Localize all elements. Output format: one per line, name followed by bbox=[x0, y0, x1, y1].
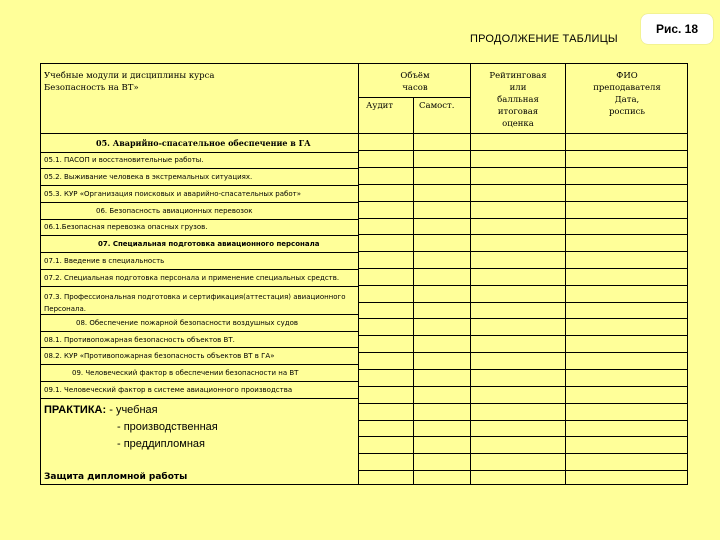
teacher-header-line: ФИО bbox=[616, 71, 638, 81]
modules-header-line1: Учебные модули и дисциплины курса bbox=[44, 71, 215, 81]
row-section-09: 09. Человеческий фактор в обеспечении безопасности на ВТ bbox=[72, 369, 299, 377]
row-section-08: 08. Обеспечение пожарной безопасности воздушных судов bbox=[76, 319, 298, 327]
row-07-1: 07.1. Введение в специальность bbox=[44, 257, 165, 265]
teacher-header bbox=[567, 70, 687, 118]
practice-item-industrial: - производственная bbox=[117, 421, 218, 433]
practice-label bbox=[44, 404, 158, 416]
row-07-2: 07.2. Специальная подготовка персонала и применение специальных средств. bbox=[44, 274, 340, 282]
row-09-1: 09.1. Человеческий фактор в системе авиационного производства bbox=[44, 386, 293, 394]
modules-header-line2: Безопасность на ВТ» bbox=[44, 83, 139, 93]
rating-header-line: или bbox=[509, 83, 527, 93]
row-section-07: 07. Специальная подготовка авиационного персонала bbox=[98, 240, 320, 248]
modules-header bbox=[44, 70, 214, 94]
teacher-header-line: преподавателя bbox=[593, 83, 661, 93]
row-section-06: 06. Безопасность авиационных перевозок bbox=[96, 207, 253, 215]
hours-header bbox=[360, 70, 470, 94]
practice-item-prediploma: - преддипломная bbox=[117, 438, 205, 450]
row-05-1: 05.1. ПАСОП и восстановительные работы. bbox=[44, 156, 204, 164]
teacher-header-line: роспись bbox=[608, 107, 646, 117]
rating-header-line: Рейтинговая bbox=[489, 71, 547, 81]
figure-label: Рис. 18 bbox=[641, 14, 713, 44]
hours-header-line1: Объём bbox=[400, 71, 430, 81]
row-08-1: 08.1. Противопожарная безопасность объектов ВТ. bbox=[44, 336, 235, 344]
rating-header bbox=[472, 70, 564, 130]
practice-title: ПРАКТИКА: bbox=[44, 404, 107, 416]
rating-header-line: балльная bbox=[497, 95, 539, 105]
row-08-2: 08.2. КУР «Противопожарная безопасность объектов ВТ в ГА» bbox=[44, 352, 275, 360]
hours-header-line2: часов bbox=[402, 83, 428, 93]
row-05-2: 05.2. Выживание человека в экстремальных ситуациях. bbox=[44, 173, 253, 181]
practice-item-training: - учебная bbox=[109, 404, 158, 416]
teacher-header-line: Дата, bbox=[614, 95, 640, 105]
self-study-header: Самост. bbox=[419, 101, 455, 111]
row-07-3-line2: Персонала. bbox=[44, 305, 86, 313]
rating-header-line: итоговая bbox=[497, 107, 539, 117]
row-07-3-line1: 07.3. Профессиональная подготовка и сертификация(аттестация) авиационного bbox=[44, 293, 346, 301]
rating-header-line: оценка bbox=[502, 119, 534, 129]
row-06-1: 06.1.Безопасная перевозка опасных грузов. bbox=[44, 223, 208, 231]
thesis-defense: Защита дипломной работы bbox=[44, 472, 188, 482]
continuation-title: ПРОДОЛЖЕНИЕ ТАБЛИЦЫ bbox=[470, 33, 618, 45]
auditory-header: Аудит bbox=[366, 101, 394, 111]
row-07-3 bbox=[44, 291, 346, 315]
row-section-05: 05. Аварийно-спасательное обеспечение в ГА bbox=[96, 138, 311, 148]
row-05-3: 05.3. КУР «Организация поисковых и аварийно-спасательных работ» bbox=[44, 190, 302, 198]
